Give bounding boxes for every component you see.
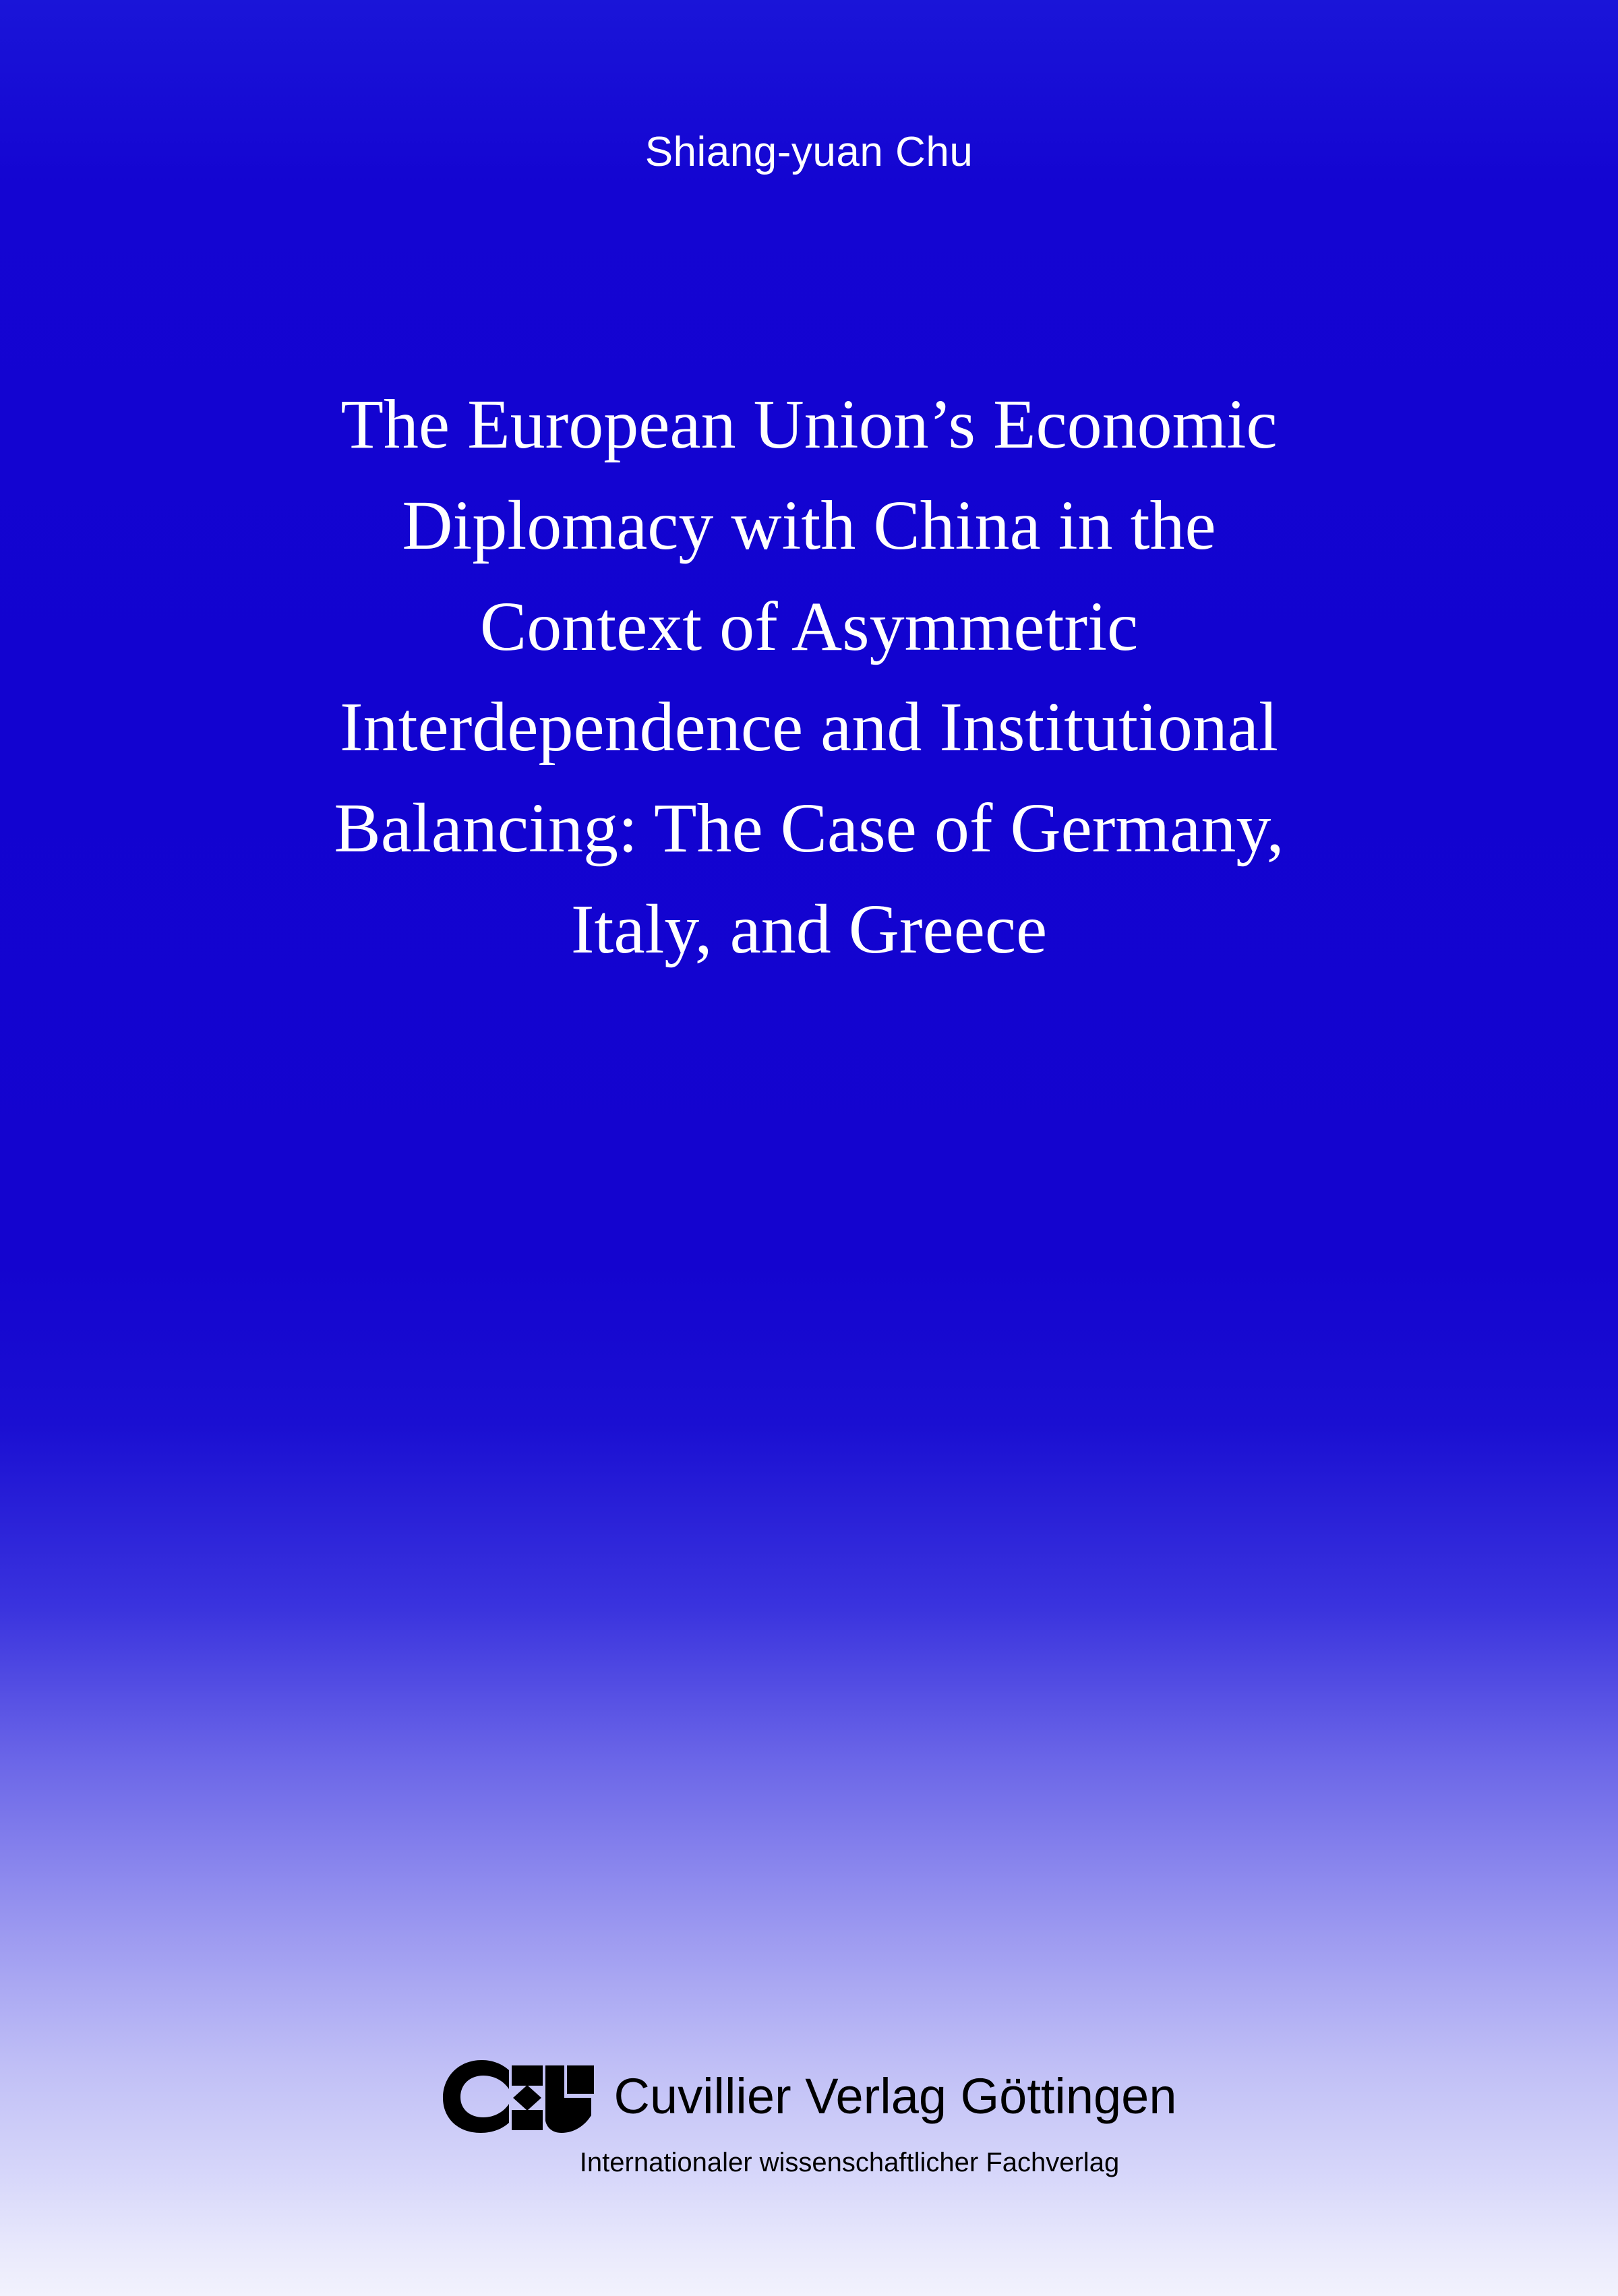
title-line-2: Diplomacy with China in the xyxy=(402,486,1216,564)
publisher-tagline: Internationaler wissenschaftlicher Fachverlag xyxy=(579,2148,1120,2177)
publisher-row xyxy=(442,2056,1177,2137)
book-title xyxy=(155,374,1463,980)
title-line-5: Balancing: The Case of Germany, xyxy=(334,789,1284,867)
title-line-1: The European Union’s Economic xyxy=(340,386,1278,463)
author-name: Shiang-yuan Chu xyxy=(645,129,973,175)
title-line-4: Interdependence and Institutional xyxy=(340,688,1278,766)
title-line-6: Italy, and Greece xyxy=(570,890,1048,968)
cuvillier-logo-icon xyxy=(442,2056,597,2137)
publisher-name: Cuvillier Verlag Göttingen xyxy=(613,2068,1177,2124)
title-line-3: Context of Asymmetric xyxy=(479,587,1139,665)
publisher-block xyxy=(0,2056,1618,2178)
